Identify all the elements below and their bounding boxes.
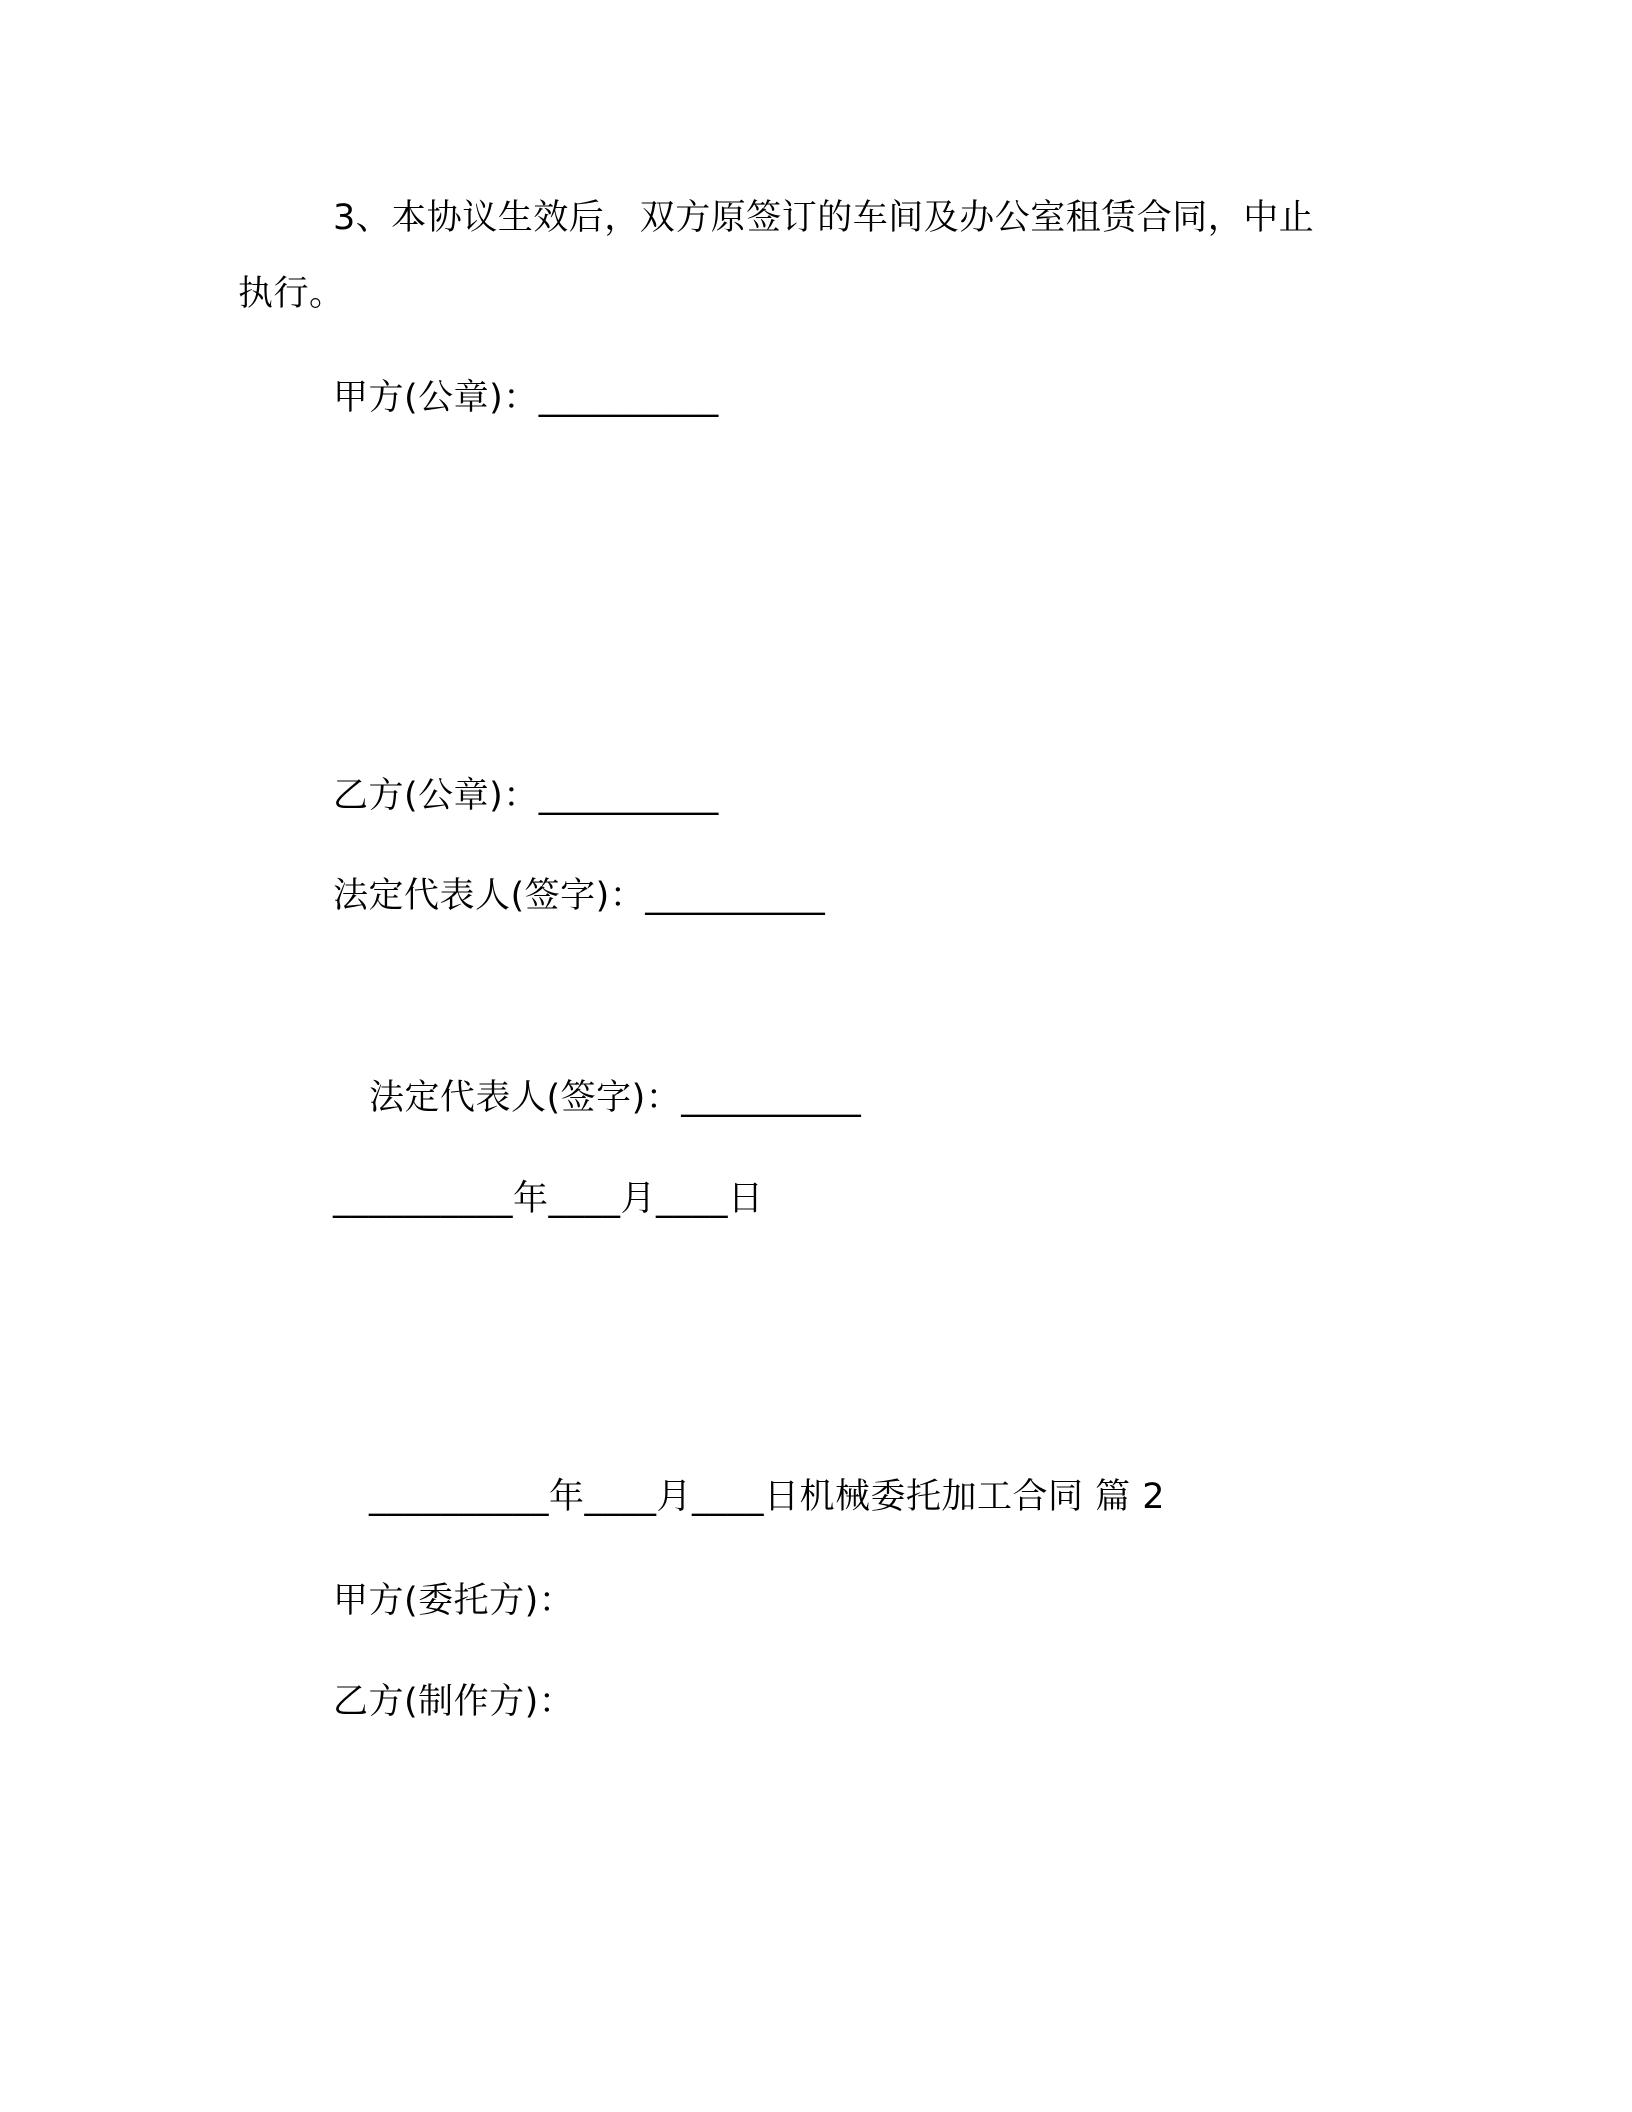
legal-representative-line-2: 法定代表人(签字)：__________	[369, 1078, 862, 1118]
date-contract-title-line: __________年____月____日机械委托加工合同 篇 2	[369, 1477, 1166, 1517]
date-line: __________年____月____日	[333, 1179, 764, 1219]
party-a-seal-line: 甲方(公章)：__________	[333, 378, 719, 418]
clause-3-line-1: 3、本协议生效后，双方原签订的车间及办公室租赁合同，中止	[333, 198, 1315, 238]
party-b-seal-line: 乙方(公章)：__________	[333, 776, 719, 816]
clause-3-line-2: 执行。	[238, 274, 345, 314]
party-b-maker-line: 乙方(制作方)：	[333, 1682, 575, 1722]
legal-representative-line-1: 法定代表人(签字)：__________	[333, 876, 826, 916]
party-a-client-line: 甲方(委托方)：	[333, 1581, 575, 1621]
